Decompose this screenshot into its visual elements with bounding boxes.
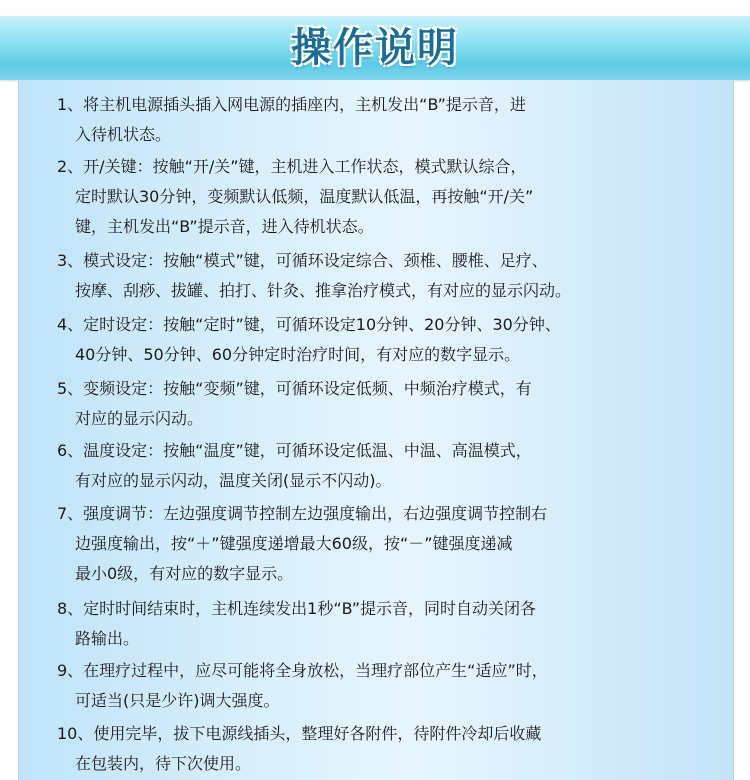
instruction-line: 边强度输出，按“＋”键强度递增最大60级，按“－”键强度递减 xyxy=(75,534,513,553)
page-title: 操作说明 xyxy=(291,25,459,71)
instruction-line: 8、定时时间结束时，主机连续发出1秒“B”提示音，同时自动关闭各 xyxy=(57,599,537,618)
instruction-line: 按摩、刮痧、拔罐、拍打、针灸、推拿治疗模式，有对应的显示闪动。 xyxy=(75,281,572,300)
instruction-line: 在包装内，待下次使用。 xyxy=(75,754,252,773)
instruction-line: 有对应的显示闪动，温度关闭(显示不闪动)。 xyxy=(75,471,392,490)
instruction-line: 1、将主机电源插头插入网电源的插座内，主机发出“B”提示音，进 xyxy=(57,95,526,114)
instruction-line: 定时默认30分钟，变频默认低频，温度默认低温，再按触“开/关” xyxy=(75,187,534,206)
instruction-line: 7、强度调节：左边强度调节控制左边强度输出，右边强度调节控制右 xyxy=(57,504,548,523)
instruction-line: 2、开/关键：按触“开/关”键，主机进入工作状态，模式默认综合， xyxy=(57,157,527,176)
instruction-line: 对应的显示闪动。 xyxy=(75,409,204,428)
instruction-line: 10、使用完毕，拔下电源线插头，整理好各附件，待附件冷却后收藏 xyxy=(57,724,542,743)
instruction-line: 3、模式设定：按触“模式”键，可循环设定综合、颈椎、腰椎、足疗、 xyxy=(57,251,548,270)
instruction-line: 路输出。 xyxy=(75,629,140,648)
instruction-line: 9、在理疗过程中，应尽可能将全身放松，当理疗部位产生“适应”时， xyxy=(57,661,548,680)
instruction-line: 入待机状态。 xyxy=(75,125,172,144)
instruction-line: 40分钟、50分钟、60分钟定时治疗时间，有对应的数字显示。 xyxy=(75,345,521,364)
instruction-line: 4、定时设定：按触“定时”键，可循环设定10分钟、20分钟、30分钟、 xyxy=(57,315,561,334)
instruction-line: 5、变频设定：按触“变频”键，可循环设定低频、中频治疗模式，有 xyxy=(57,379,532,398)
instruction-line: 最小0级，有对应的数字显示。 xyxy=(75,564,294,583)
instruction-line: 6、温度设定：按触“温度”键，可循环设定低温、中温、高温模式， xyxy=(57,441,532,460)
instructions-panel xyxy=(18,80,734,780)
instruction-line: 可适当(只是少许)调大强度。 xyxy=(75,691,280,710)
instruction-line: 键，主机发出“B”提示音，进入待机状态。 xyxy=(75,217,374,236)
